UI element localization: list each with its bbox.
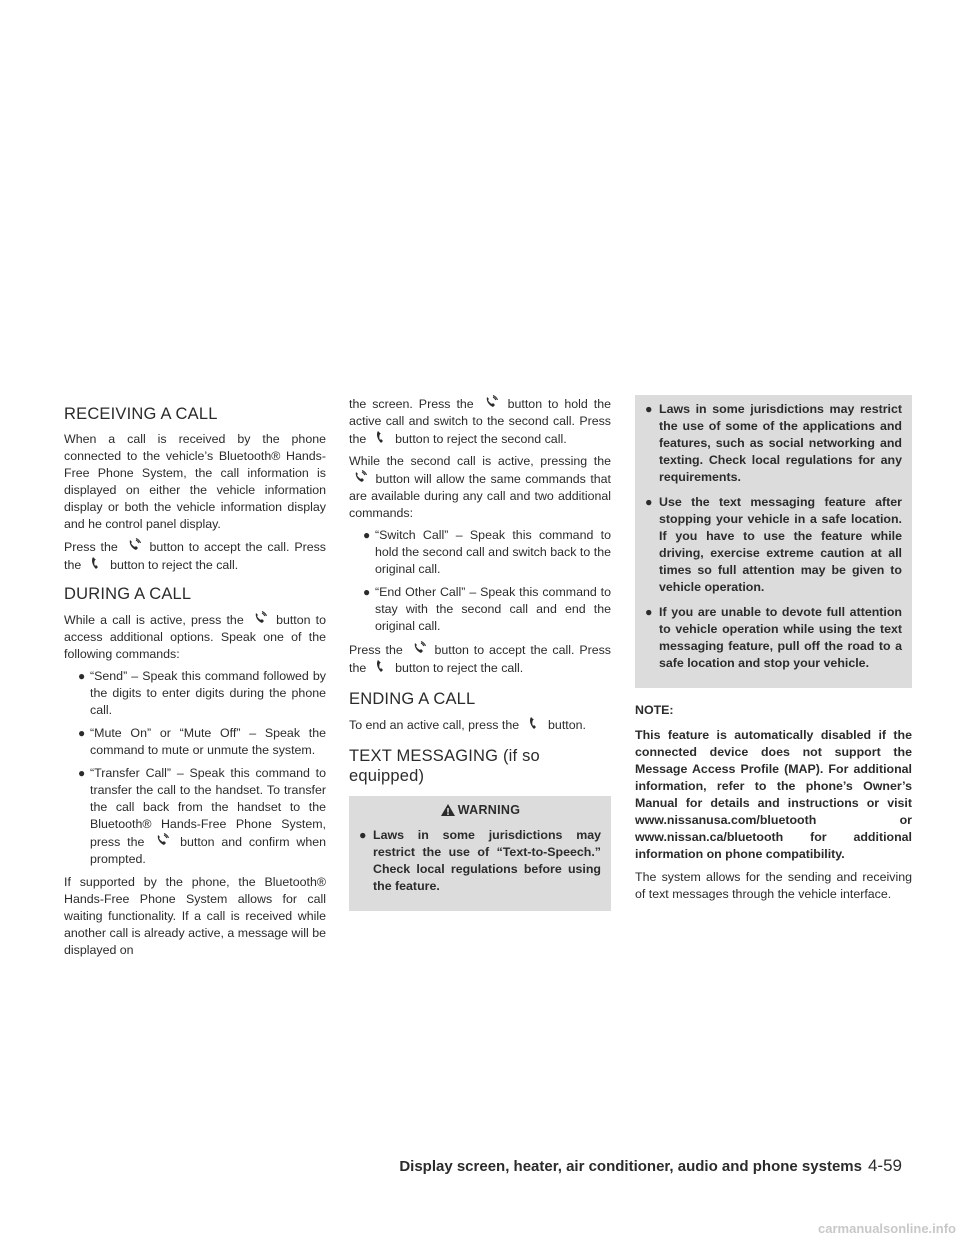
paragraph-receiving: When a call is received by the phone connected to the vehicle’s Bluetooth® Hands-Free Phone System, the call information is displayed on either the vehicle information display or both the vehicle information display and he control panel display. <box>64 432 326 531</box>
paragraph-accept-reject: Press the button to accept the call. Press the button to reject the call. <box>64 540 326 572</box>
warning-list <box>359 827 601 895</box>
paragraph-system: The system allows for the sending and receiving of text messages through the vehicle interface. <box>635 870 912 901</box>
note-title: NOTE: <box>635 703 674 717</box>
phone-talk-icon <box>123 538 145 552</box>
list-item: ● If you are unable to devote full attention to vehicle operation while using the text messaging feature, pull off the road to a safe location and stop your vehicle. <box>645 605 902 670</box>
warning-list <box>645 401 902 672</box>
second-call-commands-list <box>349 527 611 635</box>
list-item: ● “Switch Call” – Speak this command to hold the second call and switch back to the original call. <box>363 528 611 576</box>
phone-talk-icon <box>151 833 173 847</box>
list-item: ● Use the text messaging feature after stopping your vehicle in a safe location. If you have to use the feature while driving, exercise extreme caution at all times so full attention may be given to vehicle operation. <box>645 495 902 594</box>
list-item: ● “Send” – Speak this command followed by the digits to enter digits during the phone call. <box>78 669 326 717</box>
phone-hangup-icon <box>523 716 545 730</box>
paragraph-call-waiting: If supported by the phone, the Bluetooth® Hands-Free Phone System allows for call waiting functionality. If a call is received while another call is already active, a message will be displayed on <box>64 875 326 957</box>
heading-receiving-call: RECEIVING A CALL <box>64 405 218 423</box>
note-body: This feature is automatically disabled if the connected device does not support the Message Access Profile (MAP). For additional information, refer to the phone’s Owner’s Manual for details and instructions or visit www.nissanusa.com/bluetooth or www.nissan.ca/bluetooth for additional information on phone compatibility. <box>635 728 912 861</box>
page-number: 4-59 <box>867 1156 902 1175</box>
section-title: Display screen, heater, air conditioner, audio and phone systems <box>399 1158 862 1175</box>
during-commands-list <box>64 668 326 868</box>
watermark: carmanualsonline.info <box>818 1221 956 1236</box>
list-item: ● “Transfer Call” – Speak this command to transfer the call to the handset. To transfer the call back from the handset to the Bluetooth® Hands-Free Phone System, press the button and confirm when prompted. <box>78 766 326 866</box>
warning-title: WARNING <box>359 802 601 819</box>
heading-during-call: DURING A CALL <box>64 585 192 603</box>
page-footer <box>399 1156 902 1176</box>
phone-hangup-icon <box>85 556 107 570</box>
paragraph-during: While a call is active, press the button to access additional options. Speak one of the following commands: <box>64 613 327 661</box>
paragraph-ending: To end an active call, press the button. <box>349 718 586 732</box>
column-1 <box>64 404 326 964</box>
paragraph-second-call: the screen. Press the button to hold the active call and switch to the second call. Press the button to reject the second call. <box>349 397 611 446</box>
warning-triangle-icon <box>440 803 458 817</box>
heading-text-messaging: TEXT MESSAGING (if so equipped) <box>349 747 540 785</box>
phone-talk-icon <box>408 641 430 655</box>
list-item: ● Laws in some jurisdictions may restrict the use of “Text-to-Speech.” Check local regulations before using the feature. <box>359 828 601 893</box>
paragraph-second-active: While the second call is active, pressing the button will allow the same commands that are available during any call and two additional commands: <box>349 454 611 520</box>
list-item: ● “Mute On” or “Mute Off” – Speak the command to mute or unmute the system. <box>78 726 326 757</box>
list-item: ● Laws in some jurisdictions may restrict the use of some of the applications and features, such as social networking and texting. Check local regulations for any requirements. <box>645 402 902 484</box>
column-3 <box>635 395 912 908</box>
heading-ending-call: ENDING A CALL <box>349 690 476 708</box>
warning-box <box>349 796 611 911</box>
phone-talk-icon <box>480 395 502 409</box>
list-item: ● “End Other Call” – Speak this command to stay with the second call and end the original call. <box>363 585 611 633</box>
phone-talk-icon <box>349 470 371 484</box>
warning-box-continued <box>635 395 912 688</box>
column-2 <box>349 395 611 921</box>
phone-talk-icon <box>249 611 271 625</box>
phone-hangup-icon <box>370 430 392 444</box>
phone-hangup-icon <box>370 659 392 673</box>
paragraph-accept-reject-2: Press the button to accept the call. Press the button to reject the call. <box>349 643 611 675</box>
